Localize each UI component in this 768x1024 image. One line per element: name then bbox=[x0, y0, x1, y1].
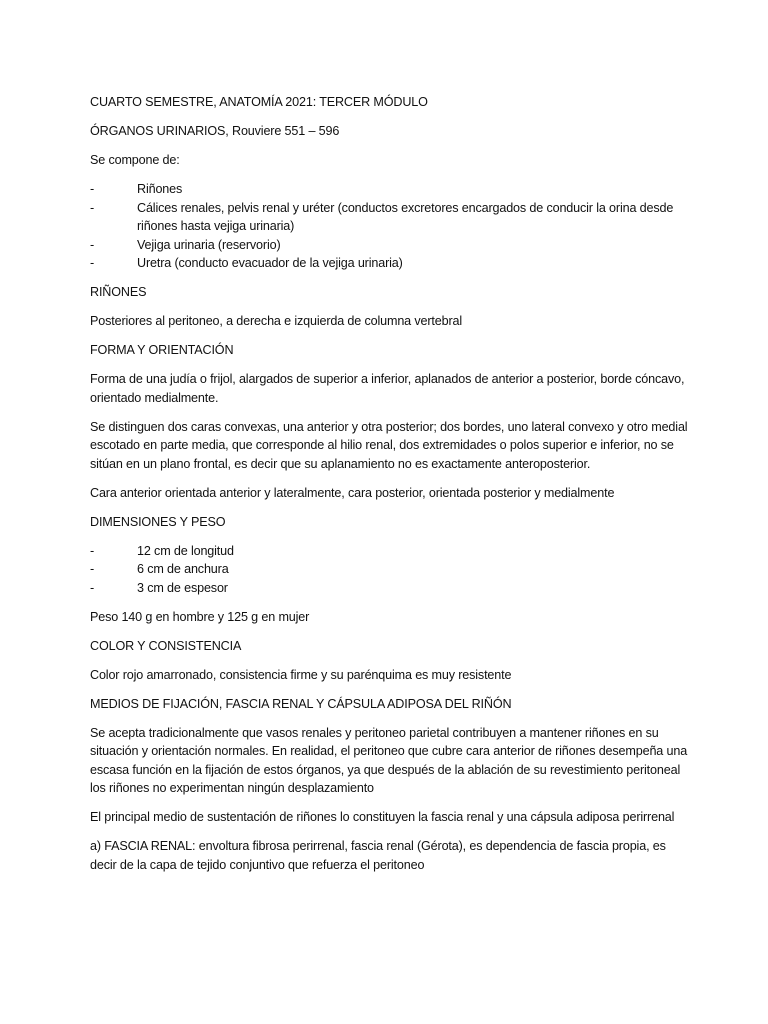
document-header: CUARTO SEMESTRE, ANATOMÍA 2021: TERCER MÓDULO bbox=[90, 95, 428, 109]
section-heading-rinones: RIÑONES bbox=[90, 285, 147, 299]
paragraph: Color rojo amarronado, consistencia firme y su parénquima es muy resistente bbox=[90, 667, 512, 682]
list-item: - Cálices renales, pelvis renal y uréter (conductos excretores encargados de conducir la orina desde riñones hasta vejiga urinaria) bbox=[90, 199, 690, 236]
paragraph: Forma de una judía o frijol, alargados de superior a inferior, aplanados de anterior a posterior, borde cóncavo, orientado medialmente. bbox=[90, 372, 685, 405]
list-item: - 3 cm de espesor bbox=[90, 579, 690, 598]
section-heading-dimensiones: DIMENSIONES Y PESO bbox=[90, 514, 226, 529]
intro-text: Se compone de: bbox=[90, 153, 180, 167]
section-heading-color: COLOR Y CONSISTENCIA bbox=[90, 638, 242, 653]
list-item: - Uretra (conducto evacuador de la vejiga urinaria) bbox=[90, 254, 690, 273]
components-list bbox=[90, 180, 690, 273]
list-item: - Riñones bbox=[90, 180, 690, 199]
document-subheader: ÓRGANOS URINARIOS, Rouviere 551 – 596 bbox=[90, 124, 340, 138]
section-heading-forma: FORMA Y ORIENTACIÓN bbox=[90, 343, 234, 357]
paragraph: El principal medio de sustentación de riñones lo constituyen la fascia renal y una cápsula adiposa perirrenal bbox=[90, 810, 675, 824]
paragraph: Peso 140 g en hombre y 125 g en mujer bbox=[90, 609, 310, 624]
document-page bbox=[90, 93, 690, 885]
paragraph: Se acepta tradicionalmente que vasos renales y peritoneo parietal contribuyen a mantener riñones en su situación y orientación normales. En realidad, el peritoneo que cubre cara anterior de riñones desempeña una escasa función en la fijación de estos órganos, ya que después de la ablación de su revestimiento peritoneal los riñones no experimentan ningún desplazamiento bbox=[90, 725, 688, 795]
paragraph: Posteriores al peritoneo, a derecha e izquierda de columna vertebral bbox=[90, 314, 463, 328]
paragraph: Se distinguen dos caras convexas, una anterior y otra posterior; dos bordes, uno lateral convexo y otro medial escotado en parte media, que corresponde al hilio renal, dos extremidades o polos superior e inferior, no se sitúan en un plano frontal, es decir que su aplanamiento no es exactamente anteroposterior. bbox=[90, 419, 688, 471]
list-item: - 6 cm de anchura bbox=[90, 560, 690, 579]
paragraph: Cara anterior orientada anterior y lateralmente, cara posterior, orientada posterior y medialmente bbox=[90, 485, 615, 500]
paragraph: a) FASCIA RENAL: envoltura fibrosa perirrenal, fascia renal (Gérota), es dependencia de fascia propia, es decir de la capa de tejido conjuntivo que refuerza el peritoneo bbox=[90, 839, 666, 872]
section-heading-medios: MEDIOS DE FIJACIÓN, FASCIA RENAL Y CÁPSULA ADIPOSA DEL RIÑÓN bbox=[90, 696, 512, 711]
dimensions-list bbox=[90, 542, 690, 598]
list-item: - Vejiga urinaria (reservorio) bbox=[90, 236, 690, 255]
list-item: - 12 cm de longitud bbox=[90, 542, 690, 561]
